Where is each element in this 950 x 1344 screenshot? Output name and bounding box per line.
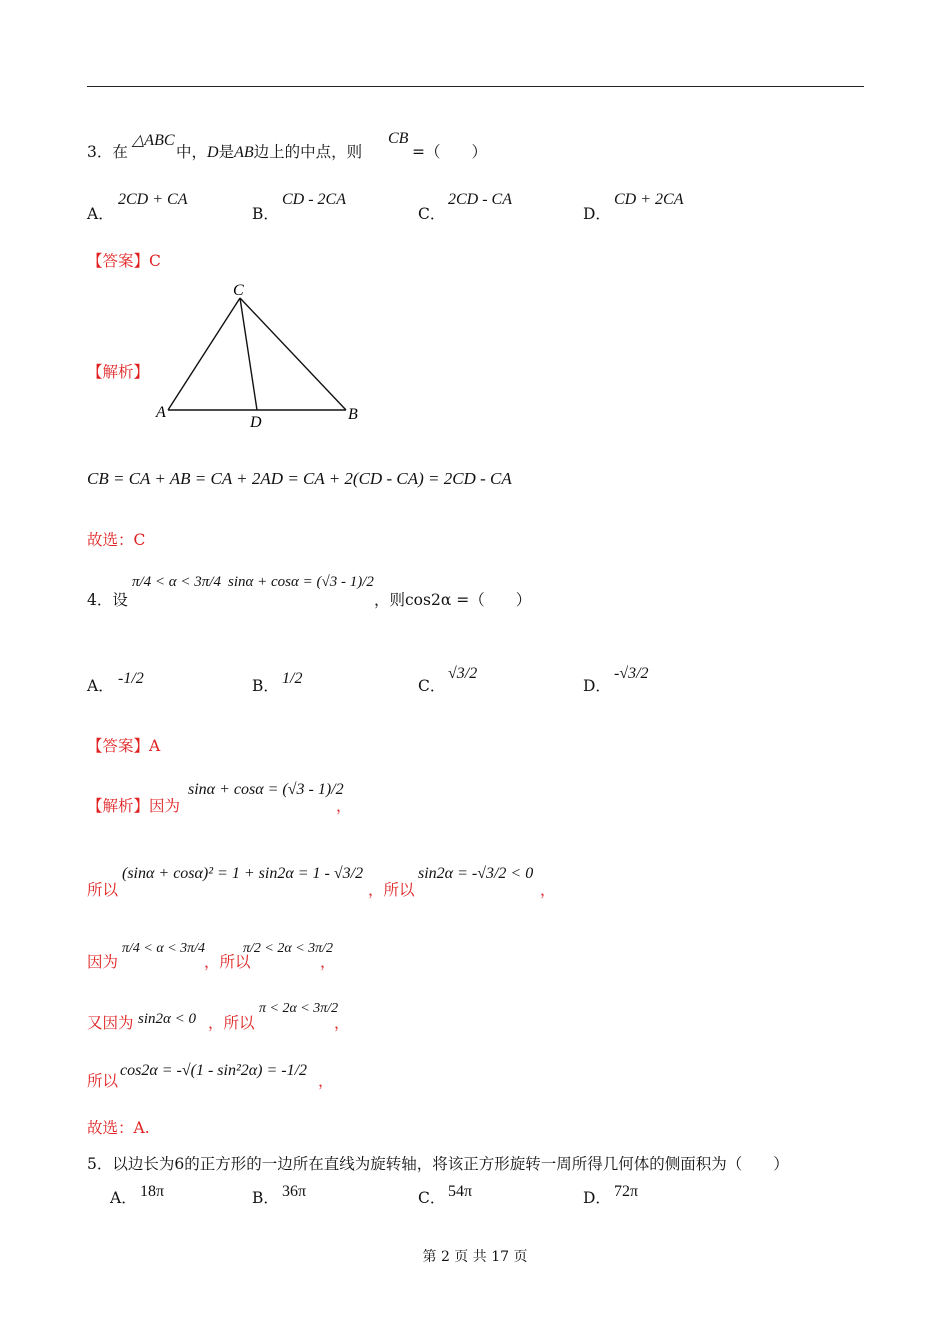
q3-option-b-label[interactable]: B． — [252, 205, 279, 223]
vertex-label-a: A — [156, 404, 166, 421]
q5-option-c-label[interactable]: C． — [418, 1189, 446, 1207]
q4-option-d-label[interactable]: D． — [583, 677, 611, 695]
q4-line2-comma: ， — [320, 953, 336, 971]
q4-line3-expr2: π < 2α < 3π/2 — [259, 1001, 339, 1016]
q3-number: 3． — [87, 143, 113, 161]
q4-line2-prefix: 因为 — [87, 953, 119, 971]
q3-tail: =（ ） — [412, 143, 487, 161]
q5-option-d-label[interactable]: D． — [583, 1189, 611, 1207]
q4-answer: 【答案】A — [87, 737, 161, 755]
q4-option-a[interactable]: -1/2 — [118, 670, 144, 687]
q5-option-a[interactable]: 18π — [140, 1183, 165, 1200]
q4-line1-comma: ， — [540, 881, 556, 899]
edge-ac — [168, 298, 240, 410]
q4-line3-prefix: 又因为 — [87, 1014, 134, 1032]
q3-text-pre: 在 — [112, 143, 128, 161]
q5-option-b-label[interactable]: B． — [252, 1189, 279, 1207]
q4-line4-prefix: 所以 — [87, 1072, 119, 1090]
triangle-figure — [150, 278, 370, 433]
q3-answer: 【答案】C — [87, 252, 161, 270]
q4-condition-sum: sinα + cosα = (√3 - 1)/2 — [228, 574, 374, 590]
q3-option-a-label[interactable]: A． — [87, 205, 114, 223]
q5-option-d[interactable]: 72π — [614, 1183, 639, 1200]
q4-line3-expr: sin2α < 0 — [138, 1011, 197, 1027]
q3-option-c-label[interactable]: C． — [418, 205, 446, 223]
q3-option-a[interactable]: 2CD + CA — [118, 191, 188, 208]
q4-line1-expr2: sin2α = -√3/2 < 0 — [418, 865, 534, 882]
q4-option-d[interactable]: -√3/2 — [614, 665, 649, 682]
q3-choice: 故选：C — [87, 531, 146, 549]
q4-analysis-comma: ， — [336, 797, 352, 815]
q3-analysis-tag: 【解析】 — [87, 363, 150, 381]
q3-text-mid3: 边上的中点，则 — [253, 143, 363, 161]
q4-line1-expr: (sinα + cosα)² = 1 + sin2α = 1 - √3/2 — [122, 865, 364, 882]
q4-line4-comma: ， — [318, 1072, 334, 1090]
header-rule — [87, 86, 864, 87]
q4-choice: 故选：A. — [87, 1119, 150, 1137]
q3-option-d-label[interactable]: D． — [583, 205, 611, 223]
q3-var-ab: AB — [234, 144, 254, 161]
q3-text-mid2: 是 — [218, 143, 235, 161]
q5-option-b[interactable]: 36π — [282, 1183, 307, 1200]
q4-option-c-label[interactable]: C． — [418, 677, 446, 695]
q3-triangle: △ABC — [132, 132, 175, 149]
q3-vector-cb: CB — [388, 130, 409, 147]
q5-stem: 5．以边长为6的正方形的一边所在直线为旋转轴，将该正方形旋转一周所得几何体的侧面积为（ ） — [87, 1155, 789, 1173]
q3-stem — [87, 140, 128, 162]
q4-option-b[interactable]: 1/2 — [282, 670, 303, 687]
q3-option-b[interactable]: CD - 2CA — [282, 191, 346, 208]
q4-option-b-label[interactable]: B． — [252, 677, 279, 695]
q5-option-c[interactable]: 54π — [448, 1183, 473, 1200]
q3-stem-rest — [176, 140, 362, 162]
q4-analysis-expr: sinα + cosα = (√3 - 1)/2 — [188, 781, 344, 798]
q4-line1-mid: ，所以 — [368, 881, 415, 899]
q4-line1-prefix: 所以 — [87, 881, 119, 899]
q5-option-a-label[interactable]: A． — [110, 1189, 137, 1207]
q4-analysis-tag: 【解析】因为 — [87, 797, 181, 815]
q4-line4-expr: cos2α = -√(1 - sin²2α) = -1/2 — [120, 1062, 308, 1079]
median-cd — [240, 298, 257, 410]
q4-ask: ，则cos2α =（ ） — [374, 591, 532, 609]
q3-option-d[interactable]: CD + 2CA — [614, 191, 684, 208]
edge-cb — [240, 298, 346, 410]
q3-derivation: CB = CA + AB = CA + 2AD = CA + 2(CD - CA) = 2CD - CA — [87, 469, 512, 488]
point-label-d: D — [250, 414, 262, 431]
vertex-label-b: B — [348, 406, 358, 423]
q4-line2-expr: π/4 < α < 3π/4 — [122, 941, 206, 956]
page-footer: 第 2 页 共 17 页 — [422, 1249, 528, 1265]
q4-option-c[interactable]: √3/2 — [448, 665, 478, 682]
q4-number: 4．设 — [87, 591, 128, 609]
vertex-label-c: C — [233, 282, 244, 299]
q4-line2-mid: ，所以 — [204, 953, 251, 971]
q4-line3-comma: ， — [334, 1014, 350, 1032]
q4-condition-range: π/4 < α < 3π/4 — [132, 574, 221, 590]
q4-option-a-label[interactable]: A． — [87, 677, 114, 695]
q3-var-d: D — [207, 144, 219, 161]
q3-option-c[interactable]: 2CD - CA — [448, 191, 512, 208]
q4-line3-mid: ，所以 — [208, 1014, 255, 1032]
q4-line2-expr2: π/2 < 2α < 3π/2 — [243, 941, 334, 956]
q3-text-mid1: 中， — [176, 143, 208, 161]
